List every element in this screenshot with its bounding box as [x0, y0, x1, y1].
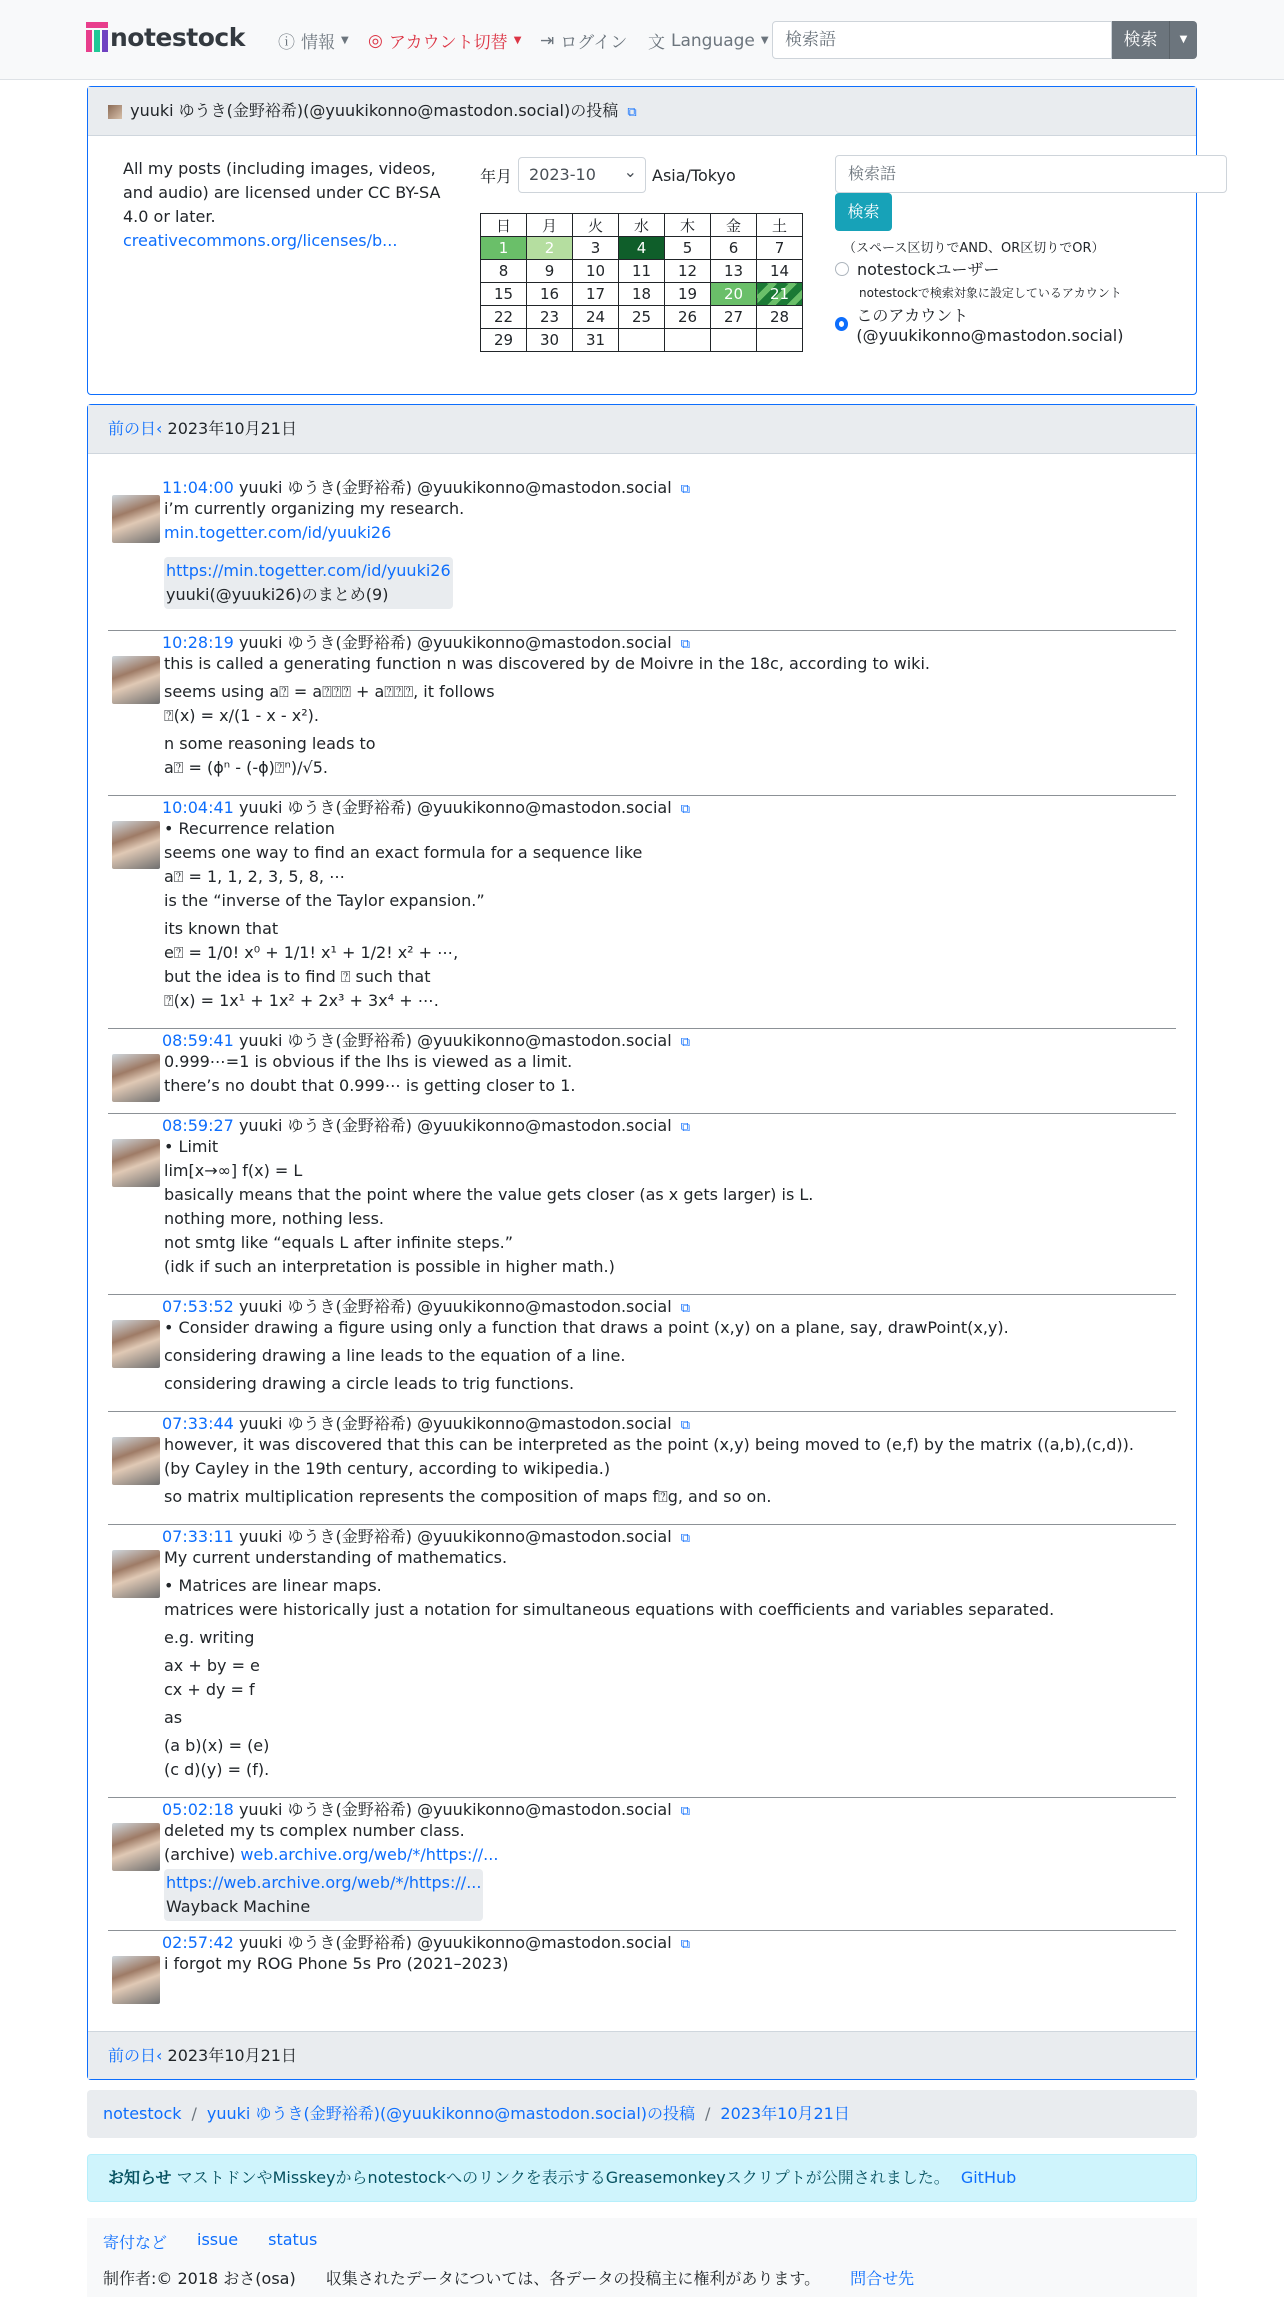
post-text: there’s no doubt that 0.999⋯ is getting closer to 1. — [164, 1076, 576, 1095]
calendar-week — [481, 260, 803, 283]
prev-day-link[interactable]: 前の日 — [108, 2046, 157, 2065]
calendar-day: 27 — [711, 306, 757, 329]
breadcrumb-account[interactable]: yuuki ゆうき(金野裕希)(@yuukikonno@mastodon.social)の投稿 — [206, 2104, 696, 2123]
post-text: is the “inverse of the Taylor expansion.” — [164, 891, 485, 910]
posts-card-footer — [88, 2031, 1196, 2079]
post-time-link[interactable]: 10:04:41 — [162, 798, 234, 817]
post-text: e⍰ = 1/0! x⁰ + 1/1! x¹ + 1/2! x² + ⋯, — [164, 943, 459, 962]
post-author: yuuki ゆうき(金野裕希) @yuukikonno@mastodon.social — [238, 1297, 672, 1316]
post-text: as — [164, 1708, 183, 1727]
radio-button[interactable] — [835, 262, 849, 276]
external-link-icon[interactable]: ⧉ — [680, 1418, 691, 1433]
post-text: seems using a⍰ = a⍰⍰⍰ + a⍰⍰⍰, it follows — [164, 682, 495, 701]
post-meta — [162, 630, 690, 653]
calendar-day — [619, 329, 665, 352]
link-preview[interactable] — [164, 1869, 483, 1921]
external-link-icon[interactable]: ⧉ — [680, 1804, 691, 1819]
post-author: yuuki ゆうき(金野裕希) @yuukikonno@mastodon.social — [238, 1031, 672, 1050]
post — [108, 1294, 1176, 1412]
post-text: cx + dy = f — [164, 1680, 255, 1699]
post-author: yuuki ゆうき(金野裕希) @yuukikonno@mastodon.social — [238, 1116, 672, 1135]
avatar[interactable] — [112, 1956, 160, 2004]
post-body — [164, 1819, 1164, 1921]
post-time-link[interactable]: 02:57:42 — [162, 1933, 234, 1952]
post-time-link[interactable]: 05:02:18 — [162, 1800, 234, 1819]
preview-title: yuuki(@yuuki26)のまとめ(9) — [166, 585, 389, 604]
post-text: 0.999⋯=1 is obvious if the lhs is viewed as a limit. — [164, 1052, 573, 1071]
account-search-input[interactable]: 検索語 — [835, 155, 1227, 193]
calendar-day: 13 — [711, 260, 757, 283]
post-body — [164, 1433, 1164, 1509]
calendar-day: 14 — [757, 260, 803, 283]
post-body — [164, 1135, 1164, 1279]
calendar-day: 16 — [527, 283, 573, 306]
post-text: a⍰ = (ϕⁿ - (-ϕ)⍰ⁿ)/√5. — [164, 758, 328, 777]
post-text: • Limit — [164, 1137, 219, 1156]
weekday: 土 — [757, 214, 803, 237]
nav-login[interactable] — [540, 28, 627, 53]
weekday: 木 — [665, 214, 711, 237]
avatar[interactable] — [112, 1054, 160, 1102]
weekday: 水 — [619, 214, 665, 237]
radio-this-account[interactable] — [835, 303, 1196, 345]
post-author: yuuki ゆうき(金野裕希) @yuukikonno@mastodon.social — [238, 1527, 672, 1546]
radio-label: このアカウント(@yuukikonno@mastodon.social) — [856, 306, 1124, 345]
avatar[interactable] — [112, 1550, 160, 1598]
post-text: deleted my ts complex number class. — [164, 1821, 465, 1840]
external-link-icon[interactable]: ⧉ — [627, 105, 637, 120]
avatar[interactable] — [112, 1139, 160, 1187]
post-text: (idk if such an interpretation is possible in higher math.) — [164, 1257, 615, 1276]
post-text: ax + by = e — [164, 1656, 260, 1675]
post-time-link[interactable]: 11:04:00 — [162, 478, 234, 497]
post-text: basically means that the point where the value gets closer (as x gets larger) is L. — [164, 1185, 814, 1204]
post-text: e.g. writing — [164, 1628, 255, 1647]
external-link-icon[interactable]: ⧉ — [680, 1301, 691, 1316]
avatar[interactable] — [112, 1437, 160, 1485]
preview-title: Wayback Machine — [166, 1897, 311, 1916]
post-body — [164, 1316, 1164, 1396]
post-text: seems one way to find an exact formula for a sequence like — [164, 843, 643, 862]
post-time-link[interactable]: 10:28:19 — [162, 633, 234, 652]
breadcrumb — [87, 2090, 1197, 2138]
post-body — [164, 817, 1164, 1013]
post-body — [164, 1050, 1164, 1098]
footer-rights: 収集されたデータについては、各データの投稿主に権利があります。 — [325, 2269, 821, 2288]
external-link-icon[interactable]: ⧉ — [680, 1035, 691, 1050]
post-body — [164, 652, 1164, 780]
avatar — [108, 105, 122, 119]
status-link[interactable]: status — [268, 2230, 318, 2249]
post-meta — [162, 1294, 690, 1317]
nav-language[interactable] — [648, 28, 769, 53]
breadcrumb-separator: / — [191, 2104, 197, 2123]
preview-url[interactable]: https://min.togetter.com/id/yuuki26 — [166, 561, 451, 580]
post — [108, 1028, 1176, 1114]
calendar-day: 5 — [665, 237, 711, 260]
post-text: • Consider drawing a figure using only a function that draws a point (x,y) on a plane, say, drawPoint(x,y). — [164, 1318, 1009, 1337]
post-text: i forgot my ROG Phone 5s Pro (2021–2023) — [164, 1954, 509, 1973]
preview-url[interactable]: https://web.archive.org/web/*/https://... — [166, 1873, 482, 1892]
calendar-day: 10 — [573, 260, 619, 283]
radio-button-checked[interactable] — [835, 317, 848, 331]
brand-name: notestock — [110, 22, 245, 52]
info-icon: ⓘ — [278, 33, 295, 53]
post-meta — [162, 1113, 690, 1136]
post-time-link[interactable]: 07:33:11 — [162, 1527, 234, 1546]
caret-down-icon: ▼ — [760, 35, 769, 46]
calendar-day: 15 — [481, 283, 527, 306]
calendar-day: 3 — [573, 237, 619, 260]
ym-label: 年月 — [480, 166, 513, 186]
search-hint: （スペース区切りでAND、OR区切りでOR） — [843, 241, 1105, 256]
calendar-day — [711, 329, 757, 352]
calendar-week — [481, 306, 803, 329]
post — [108, 1524, 1176, 1798]
github-link[interactable]: GitHub — [960, 2168, 1017, 2187]
avatar[interactable] — [112, 1823, 160, 1871]
profile-title: yuuki ゆうき(金野裕希)(@yuukikonno@mastodon.social)の投稿 — [130, 101, 619, 120]
calendar-day: 29 — [481, 329, 527, 352]
notice-alert — [87, 2154, 1197, 2202]
calendar-week — [481, 329, 803, 352]
profile-card — [87, 86, 1197, 395]
search-scope-note: notestockで検索対象に設定しているアカウント — [859, 286, 1122, 300]
calendar-week — [481, 283, 803, 306]
prev-day-link[interactable]: 前の日 — [108, 419, 157, 438]
post-text: not smtg like “equals L after infinite steps.” — [164, 1233, 514, 1252]
link-preview[interactable] — [164, 557, 453, 609]
post-author: yuuki ゆうき(金野裕希) @yuukikonno@mastodon.social — [238, 1800, 672, 1819]
notestock-logo-icon — [86, 22, 108, 52]
external-link-icon[interactable]: ⧉ — [680, 802, 691, 817]
breadcrumb-separator: / — [705, 2104, 711, 2123]
post-body — [164, 1546, 1164, 1782]
nav-info-label: 情報 — [301, 33, 335, 53]
post — [108, 1411, 1176, 1525]
post-text: ⍰(x) = x/(1 - x - x²). — [164, 706, 319, 725]
post-text: • Recurrence relation — [164, 819, 335, 838]
calendar-day: 23 — [527, 306, 573, 329]
post-meta — [162, 1524, 690, 1547]
nav-login-label: ログイン — [560, 33, 628, 53]
calendar-day: 11 — [619, 260, 665, 283]
post-text: lim[x→∞] f(x) = L — [164, 1161, 303, 1180]
post-author: yuuki ゆうき(金野裕希) @yuukikonno@mastodon.social — [238, 478, 672, 497]
nav-language-label: Language — [671, 30, 755, 51]
post-body — [164, 1952, 1164, 1976]
post-text: a⍰ = 1, 1, 2, 3, 5, 8, ⋯ — [164, 867, 346, 886]
post-link[interactable]: min.togetter.com/id/yuuki26 — [164, 523, 392, 542]
post — [108, 1930, 1176, 2010]
calendar-day: 26 — [665, 306, 711, 329]
weekday: 火 — [573, 214, 619, 237]
post-text: however, it was discovered that this can be interpreted as the point (x,y) being moved to (e,f) by the matrix ((a,b),(c,d)). (by Cayley in the 19th century, according to wikipedia.) — [164, 1435, 1134, 1478]
post-meta — [162, 1411, 690, 1434]
weekday: 月 — [527, 214, 573, 237]
brand-logo[interactable] — [86, 22, 245, 52]
account-search-button[interactable]: 検索 — [835, 193, 892, 231]
breadcrumb-home[interactable]: notestock — [103, 2104, 182, 2123]
post-author: yuuki ゆうき(金野裕希) @yuukikonno@mastodon.social — [238, 1933, 672, 1952]
current-date: 2023年10月21日 — [167, 419, 297, 438]
calendar-weekdays — [481, 214, 803, 237]
calendar-day: 8 — [481, 260, 527, 283]
calendar-day-link[interactable]: 4 — [619, 237, 665, 260]
avatar[interactable] — [112, 1320, 160, 1368]
radio-notestock-users[interactable] — [835, 257, 1000, 280]
donation-link[interactable]: 寄付など — [103, 2233, 168, 2252]
issue-link[interactable]: issue — [197, 2230, 239, 2249]
calendar-day: 12 — [665, 260, 711, 283]
posts-card-header — [88, 405, 1196, 454]
translate-icon: 文 — [648, 33, 665, 53]
ym-select[interactable]: 2023-10 ⌄ — [518, 157, 646, 193]
post-meta — [162, 475, 690, 498]
calendar-day: 28 — [757, 306, 803, 329]
post-time-link[interactable]: 07:33:44 — [162, 1414, 234, 1433]
notice-text: マストドンやMisskeyからnotestockへのリンクを表示するGreasemonkeyスクリプトが公開されました。 — [176, 2168, 950, 2187]
post-meta — [162, 1028, 690, 1051]
footer — [87, 2218, 1197, 2297]
external-link-icon[interactable]: ⧉ — [680, 1937, 691, 1952]
post-time-link[interactable]: 08:59:27 — [162, 1116, 234, 1135]
calendar-day: 17 — [573, 283, 619, 306]
post-meta — [162, 1930, 690, 1953]
external-link-icon[interactable]: ⧉ — [680, 482, 691, 497]
account-switch-icon: ◎ — [368, 30, 383, 51]
post — [108, 795, 1176, 1029]
post-text: • Matrices are linear maps. — [164, 1576, 382, 1595]
calendar-day-selected[interactable]: 21 — [757, 283, 803, 306]
calendar-day — [757, 329, 803, 352]
calendar-day-link[interactable]: 2 — [527, 237, 573, 260]
post-text: considering drawing a line leads to the equation of a line. — [164, 1346, 626, 1365]
chevron-left-icon[interactable]: ‹ — [156, 419, 163, 438]
login-icon: ⇥ — [540, 30, 555, 51]
post — [108, 1113, 1176, 1295]
caret-down-icon: ▼ — [513, 35, 522, 46]
post-author: yuuki ゆうき(金野裕希) @yuukikonno@mastodon.social — [238, 1414, 672, 1433]
contact-link[interactable]: 問合せ先 — [850, 2269, 915, 2288]
post-text: (a b)(x) = (e) — [164, 1736, 270, 1755]
post-text: n some reasoning leads to — [164, 734, 376, 753]
calendar-day: 22 — [481, 306, 527, 329]
calendar-day-link[interactable]: 1 — [481, 237, 527, 260]
nav-info[interactable] — [278, 28, 349, 53]
top-search-button[interactable]: 検索 — [1112, 21, 1169, 59]
post-link[interactable]: web.archive.org/web/*/https://... — [240, 1845, 499, 1864]
post-text: so matrix multiplication represents the composition of maps f⍰g, and so on. — [164, 1487, 772, 1506]
year-month-selector — [480, 157, 736, 193]
avatar[interactable] — [112, 656, 160, 704]
post — [108, 630, 1176, 796]
top-search-dropdown-button[interactable]: ▼ — [1169, 21, 1197, 59]
post-time-link[interactable]: 08:59:41 — [162, 1031, 234, 1050]
post-text: ⍰(x) = 1x¹ + 1x² + 2x³ + 3x⁴ + ⋯. — [164, 991, 439, 1010]
post-text: but the idea is to find ⍰ such that — [164, 967, 431, 986]
post-body — [164, 497, 1164, 609]
post-author: yuuki ゆうき(金野裕希) @yuukikonno@mastodon.social — [238, 633, 672, 652]
post-meta — [162, 1797, 690, 1820]
calendar-day: 9 — [527, 260, 573, 283]
post-text: nothing more, nothing less. — [164, 1209, 385, 1228]
post-text: matrices were historically just a notation for simultaneous equations with coefficients and variables separated. — [164, 1600, 1055, 1619]
footer-author: 制作者:© 2018 おさ(osa) — [103, 2269, 296, 2288]
breadcrumb-date[interactable]: 2023年10月21日 — [720, 2104, 850, 2123]
avatar[interactable] — [112, 495, 160, 543]
archive-label: (archive) — [164, 1845, 236, 1864]
external-link-icon[interactable]: ⧉ — [680, 637, 691, 652]
calendar-day: 18 — [619, 283, 665, 306]
license-block — [123, 157, 453, 253]
post-time-link[interactable]: 07:53:52 — [162, 1297, 234, 1316]
license-text: All my posts (including images, videos, and audio) are licensed under CC BY-SA 4.0 or later. — [123, 159, 441, 226]
caret-down-icon: ▼ — [341, 35, 349, 46]
avatar[interactable] — [112, 821, 160, 869]
post-meta — [162, 795, 690, 818]
post-text: i’m currently organizing my research. — [164, 499, 465, 518]
nav-switch-account[interactable] — [368, 28, 521, 53]
radio-label: notestockユーザー — [857, 260, 1000, 279]
timezone-label: Asia/Tokyo — [652, 165, 736, 185]
post-author: yuuki ゆうき(金野裕希) @yuukikonno@mastodon.social — [238, 798, 672, 817]
chevron-left-icon[interactable]: ‹ — [156, 2046, 163, 2065]
footer-copy — [103, 2266, 914, 2289]
nav-switch-account-label: アカウント切替 — [388, 33, 508, 53]
post-text: (c d)(y) = (f). — [164, 1760, 270, 1779]
post — [108, 475, 1176, 631]
weekday: 金 — [711, 214, 757, 237]
notice-label: お知らせ — [108, 2168, 172, 2187]
post-text: considering drawing a circle leads to trig functions. — [164, 1374, 575, 1393]
calendar-day — [665, 329, 711, 352]
top-search-input[interactable]: 検索語 — [772, 21, 1112, 59]
calendar-day: 6 — [711, 237, 757, 260]
license-link[interactable]: creativecommons.org/licenses/b... — [123, 231, 398, 250]
calendar-week — [481, 237, 803, 260]
posts-card — [87, 404, 1197, 2080]
post-text: this is called a generating function n was discovered by de Moivre in the 18c, according to wiki. — [164, 654, 930, 673]
calendar — [480, 213, 803, 352]
calendar-day: 19 — [665, 283, 711, 306]
calendar-day-link[interactable]: 20 — [711, 283, 757, 306]
post-text: My current understanding of mathematics. — [164, 1548, 508, 1567]
footer-links — [103, 2230, 317, 2253]
calendar-day: 25 — [619, 306, 665, 329]
post — [108, 1797, 1176, 1931]
profile-card-header — [88, 87, 1196, 136]
navbar — [0, 0, 1284, 80]
weekday: 日 — [481, 214, 527, 237]
external-link-icon[interactable]: ⧉ — [680, 1120, 691, 1135]
calendar-day: 31 — [573, 329, 619, 352]
calendar-day: 30 — [527, 329, 573, 352]
post-text: its known that — [164, 919, 279, 938]
current-date: 2023年10月21日 — [167, 2046, 297, 2065]
external-link-icon[interactable]: ⧉ — [680, 1531, 691, 1546]
calendar-day: 7 — [757, 237, 803, 260]
calendar-day: 24 — [573, 306, 619, 329]
